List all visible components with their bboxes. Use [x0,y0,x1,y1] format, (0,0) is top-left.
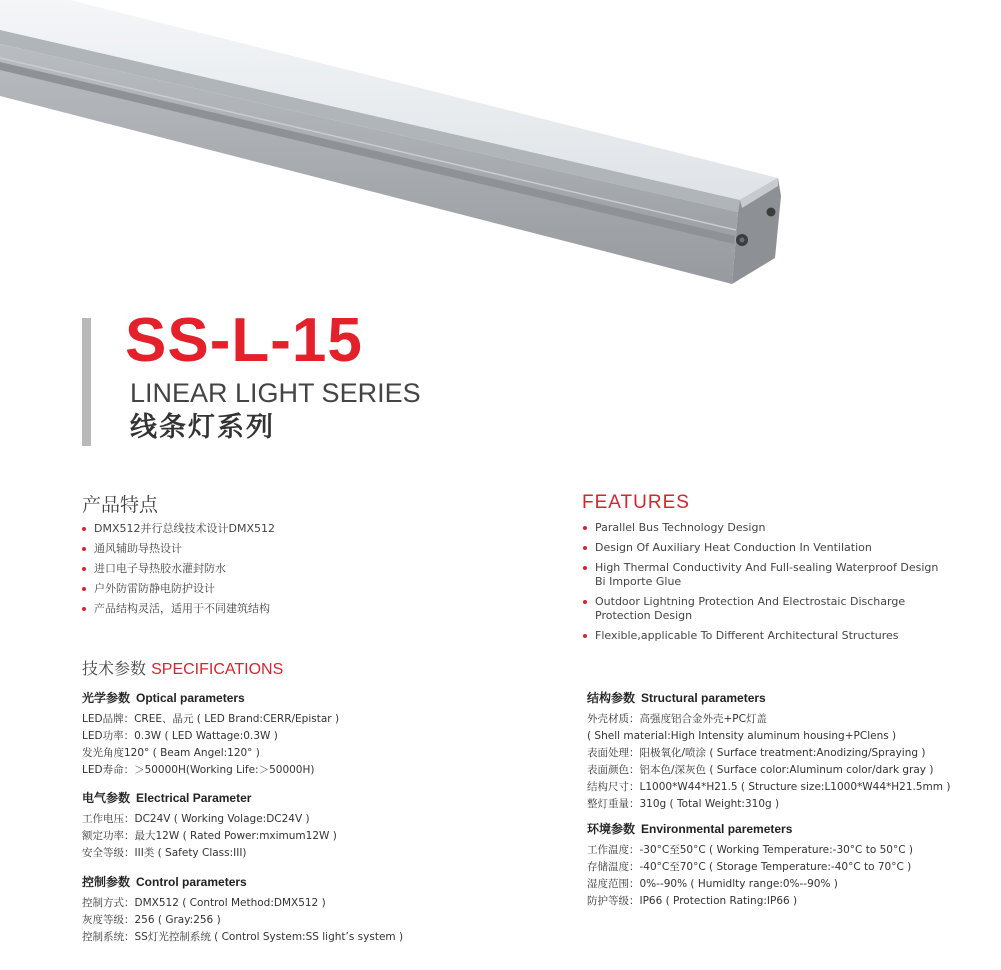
specifications-heading [82,656,283,679]
group-title [82,690,339,706]
spec-line: 外壳材质：高强度铝合金外壳+PC灯盖 [587,713,767,725]
group-title-en: Electrical Parameter [136,791,252,805]
feature-item-en: Outdoor Lightning Protection And Electrostaic Discharge Protection Design [583,595,943,623]
group-title [587,821,913,837]
control-parameters [82,874,403,946]
group-title-en: Structural parameters [641,691,766,705]
features-list-en [583,521,943,649]
group-title [82,790,337,806]
feature-item-en: Parallel Bus Technology Design [583,521,943,535]
group-title-cn: 控制参数 [82,875,131,889]
specifications-title-cn: 技术参数 [82,659,147,678]
features-list-cn [82,522,275,622]
group-title-cn: 环境参数 [587,822,636,836]
spec-line: 额定功率：最大12W ( Rated Power:mximum12W ) [82,830,337,842]
title-accent-bar [82,318,91,446]
feature-item-cn: 产品结构灵活，适用于不同建筑结构 [82,602,275,616]
spec-line: 结构尺寸：L1000*W44*H21.5 ( Structure size:L1000*W44*H21.5mm ) [587,781,951,793]
structural-parameters [587,690,950,813]
spec-line: 工作电压：DC24V ( Working Volage:DC24V ) [82,813,310,825]
spec-line: LED品牌：CREE、晶元 ( LED Brand:CERR/Epistar ) [82,713,340,725]
specifications-title-en: SPECIFICATIONS [151,661,284,678]
spec-line: 控制系统：SS灯光控制系统 ( Control System:SS light’s system ) [82,931,404,943]
feature-item-cn: 通风辅助导热设计 [82,542,275,556]
series-title-en: LINEAR LIGHT SERIES [130,378,421,408]
group-title-cn: 光学参数 [82,691,131,705]
feature-item-en: Flexible,applicable To Different Architectural Structures [583,629,943,643]
spec-line: LED寿命：＞50000H(Working Life:＞50000H) [82,764,315,776]
features-title-cn: 产品特点 [82,494,159,516]
optical-parameters [82,690,339,779]
group-title [587,690,950,706]
features-title-en: FEATURES [582,492,690,513]
group-title-cn: 结构参数 [587,691,636,705]
group-title-cn: 电气参数 [82,791,131,805]
feature-item-cn: DMX512并行总线技术设计DMX512 [82,522,275,536]
spec-line: 表面处理：阳极氧化/喷涂 ( Surface treatment:Anodizing/Spraying ) [587,747,926,759]
spec-line: ( Shell material:High Intensity aluminum housing+PClens ) [587,730,897,742]
product-image [0,0,1001,300]
feature-item-en: High Thermal Conductivity And Full-sealing Waterproof Design Bi Importe Glue [583,561,943,589]
spec-line: 工作温度：-30°C至50°C ( Working Temperature:-30°C to 50°C ) [587,844,913,856]
product-model: SS-L-15 [125,306,363,375]
feature-item-en: Design Of Auxiliary Heat Conduction In Ventilation [583,541,943,555]
spec-line: 安全等级：III类 ( Safety Class:III) [82,847,247,859]
group-title-en: Optical parameters [136,691,245,705]
spec-line: 湿度范围：0%--90% ( Humidlty range:0%--90% ) [587,878,838,890]
group-title-en: Control parameters [136,875,247,889]
environmental-parameters [587,821,913,910]
spec-line: 防护等级：IP66 ( Protection Rating:IP66 ) [587,895,798,907]
spec-line: 整灯重量：310g ( Total Weight:310g ) [587,798,780,810]
feature-item-cn: 户外防雷防静电防护设计 [82,582,275,596]
series-title-cn: 线条灯系列 [130,412,275,443]
spec-line: 灰度等级：256 ( Gray:256 ) [82,914,221,926]
feature-item-cn: 进口电子导热胶水灌封防水 [82,562,275,576]
group-title [82,874,403,890]
electrical-parameters [82,790,337,862]
spec-line: 存储温度：-40°C至70°C ( Storage Temperature:-40°C to 70°C ) [587,861,912,873]
spec-line: LED功率：0.3W ( LED Wattage:0.3W ) [82,730,278,742]
spec-line: 表面颜色：铝本色/深灰色 ( Surface color:Aluminum color/dark gray ) [587,764,934,776]
spec-line: 发光角度120° ( Beam Angel:120° ) [82,747,260,759]
spec-line: 控制方式：DMX512 ( Control Method:DMX512 ) [82,897,326,909]
group-title-en: Environmental paremeters [641,822,793,836]
